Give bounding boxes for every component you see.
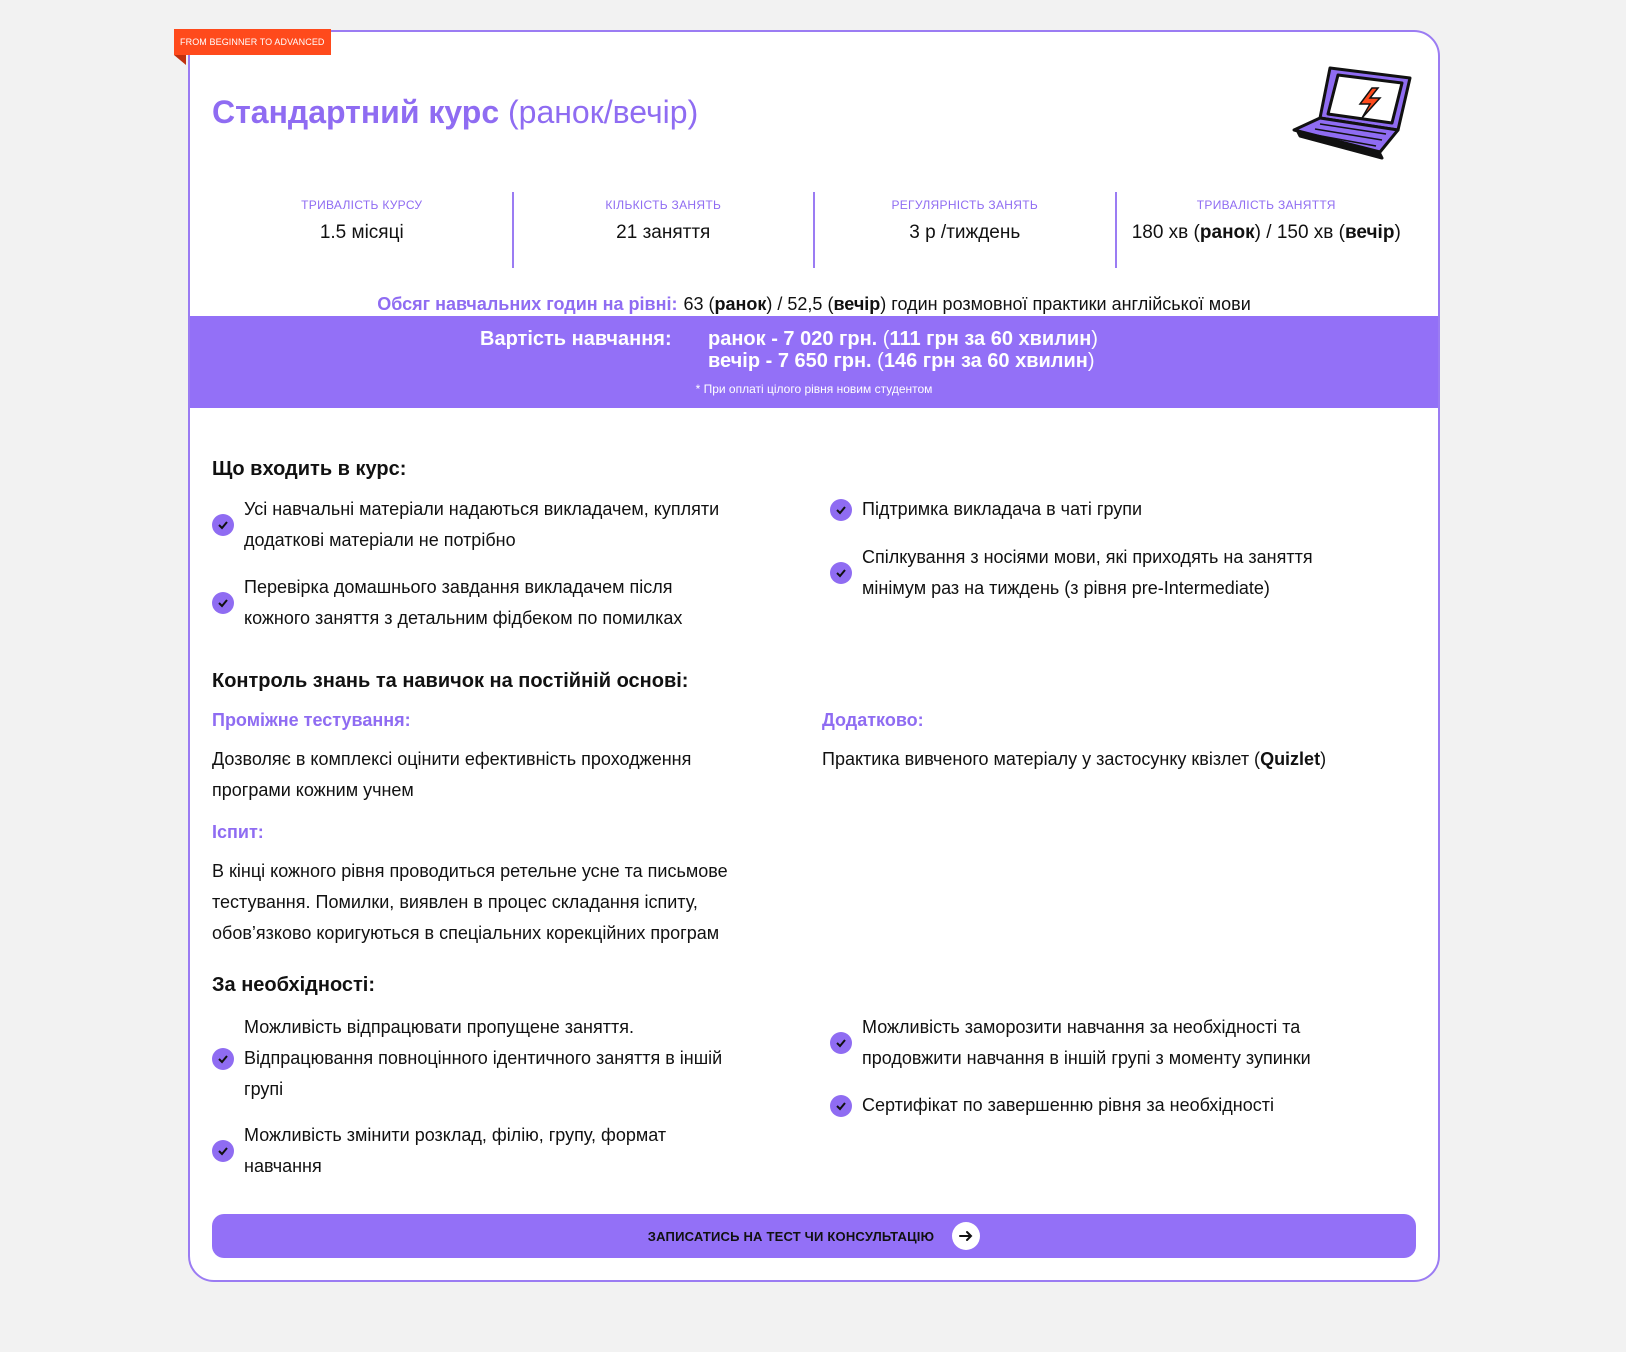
stat-label: РЕГУЛЯРНІСТЬ ЗАНЯТЬ [891, 198, 1039, 212]
check-icon [830, 1032, 852, 1054]
price-evening: вечір - 7 650 грн. (146 грн за 60 хвилин) [708, 350, 1095, 372]
extra-title: Додатково: [822, 710, 924, 730]
title-sub: (ранок/вечір) [508, 94, 699, 130]
hours-summary: Обсяг навчальних годин на рівні: 63 (ранок) / 52,5 (вечір) годин розмовної практики англійської мови [377, 294, 1251, 314]
interim-test-text: Дозволяє в комплексі оцінити ефективність проходження програми кожним учнем [212, 749, 692, 800]
needs-heading: За необхідності: [212, 974, 376, 996]
list-item: Можливість відпрацювати пропущене заняття. Відпрацювання повноцінного ідентичного заняття в іншій групі [212, 1012, 722, 1105]
price-label: Вартість навчання: [480, 328, 672, 350]
stat-lessons-count [514, 192, 816, 268]
price-morning: ранок - 7 020 грн. (111 грн за 60 хвилин) [708, 328, 1098, 350]
list-item: Спілкування з носіями мови, які приходять на заняття мінімум раз на тиждень (з рівня pre-Intermediate) [830, 542, 1313, 604]
list-item: Сертифікат по завершенню рівня за необхідності [830, 1090, 1274, 1121]
list-item: Підтримка викладача в чаті групи [830, 494, 1142, 525]
list-item: Можливість заморозити навчання за необхідності та продовжити навчання в іншій групі з моменту зупинки [830, 1012, 1311, 1074]
ribbon-badge: FROM BEGINNER TO ADVANCED [174, 29, 331, 55]
list-item: Можливість змінити розклад, філію, групу, формат навчання [212, 1120, 666, 1182]
check-icon [830, 499, 852, 521]
stat-label: ТРИВАЛІСТЬ ЗАНЯТТЯ [1196, 198, 1336, 212]
course-card [188, 30, 1440, 1282]
signup-button-label: ЗАПИСАТИСЬ НА ТЕСТ ЧИ КОНСУЛЬТАЦІЮ [647, 1228, 935, 1244]
check-icon [212, 514, 234, 536]
laptop-icon [1290, 60, 1420, 160]
list-item: Усі навчальні матеріали надаються викладачем, купляти додаткові матеріали не потрібно [212, 494, 719, 556]
course-stats [212, 192, 1416, 268]
stat-lesson-length [1117, 192, 1417, 268]
control-heading: Контроль знань та навичок на постійній основі: [212, 670, 689, 692]
check-icon [212, 1140, 234, 1162]
stat-value: 3 р /тиждень [909, 222, 1021, 243]
check-icon [830, 1095, 852, 1117]
check-icon [830, 562, 852, 584]
check-icon [212, 1048, 234, 1070]
title-main: Стандартний курс [212, 94, 500, 130]
stat-value: 180 хв (ранок) / 150 хв (вечір) [1131, 222, 1401, 243]
stat-label: ТРИВАЛІСТЬ КУРСУ [301, 198, 423, 212]
stat-duration [212, 192, 514, 268]
includes-heading: Що входить в курс: [212, 458, 407, 480]
exam-title: Іспит: [212, 822, 264, 842]
exam-text: В кінці кожного рівня проводиться ретельне усне та письмове тестування. Помилки, виявлен в процес складання іспиту, обов’язково коригуються в спеціальних корекційних програм [212, 861, 728, 943]
stat-label: КІЛЬКІСТЬ ЗАНЯТЬ [605, 198, 722, 212]
stat-value: 1.5 місяці [319, 222, 404, 243]
list-item: Перевірка домашнього завдання викладачем після кожного заняття з детальним фідбеком по помилках [212, 572, 682, 634]
stat-regularity [815, 192, 1117, 268]
extra-text: Практика вивченого матеріалу у застосунку квізлет (Quizlet) [822, 749, 1327, 769]
check-icon [212, 592, 234, 614]
page-title [212, 94, 698, 131]
arrow-right-icon [952, 1222, 980, 1250]
stat-value: 21 заняття [616, 222, 711, 243]
price-band [190, 316, 1438, 408]
ribbon-fold [174, 55, 186, 65]
price-note: * При оплаті цілого рівня новим студентом [695, 382, 933, 396]
interim-test-title: Проміжне тестування: [212, 710, 411, 730]
signup-button[interactable] [212, 1214, 1416, 1258]
hours-label: Обсяг навчальних годин на рівні: [377, 294, 678, 314]
